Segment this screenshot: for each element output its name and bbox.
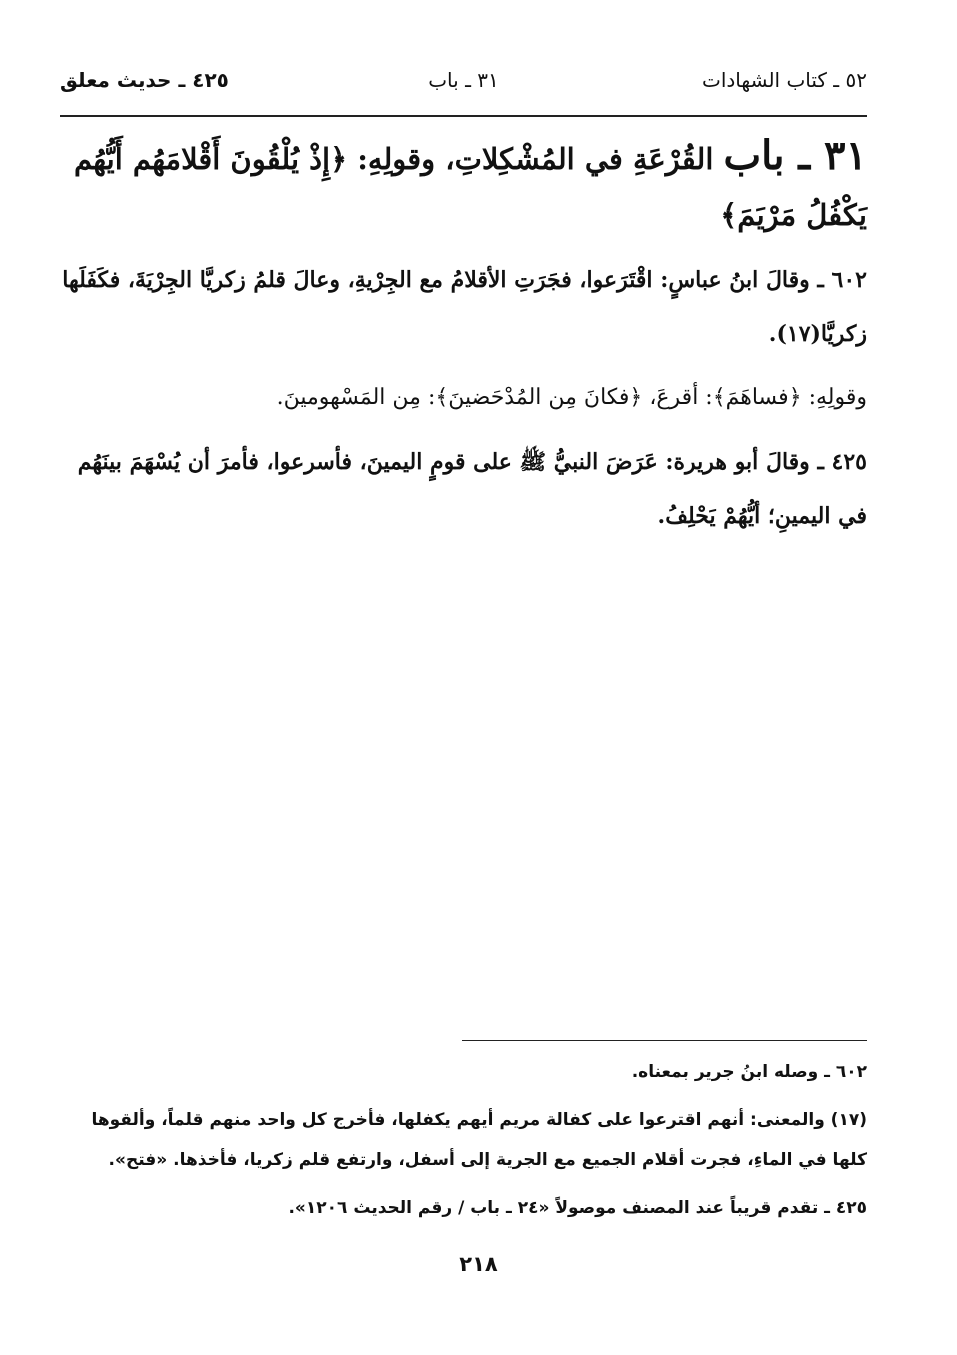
paragraph-quran-gloss: وقولِهِ: ﴿فساهَمَ﴾: أقرعَ، ﴿فكانَ مِن المُدْحَضينَ﴾: مِن المَسْهومينَ.: [276, 385, 867, 410]
header-chapter: ٣١ ـ باب: [428, 68, 499, 92]
footnote-602: ٦٠٢ ـ وصله ابنُ جرير بمعناه.: [631, 1062, 867, 1082]
footnote-17: (١٧) والمعنى: أنهم اقترعوا على كفالة مريم أيهم يكفلها، فأخرج كل واحد منهم قلماً، وألقوها كلها في الماءِ، فجرت أقلام الجميع مع الجرية إلى أسفل، وارتفع قلم زكريا، فأخذها. «فتح».: [91, 1110, 867, 1170]
paragraph-425: ٤٢٥ ـ وقالَ أبو هريرة: عَرَضَ النبيُّ ﷺ على قومٍ اليمينَ، فأسرعوا، فأمرَ أن يُسْهَمَ بينَهُم في اليمينِ؛ أيُّهُمْ يَحْلِفُ.: [77, 449, 867, 529]
paragraph-602: ٦٠٢ ـ وقالَ ابنُ عباسٍ: اقْتَرَعوا، فجَرَتِ الأقلامُ مع الجِرْيةِ، وعالَ قلمُ زكريَّا الجِرْيَةَ، فكَفَلَها زكريَّا(١٧).: [62, 267, 867, 347]
header-hadith-ref: ٤٢٥ ـ حديث معلق: [60, 68, 229, 92]
footnote-425: ٤٢٥ ـ تقدم قريباً عند المصنف موصولاً «٢٤ ـ باب / رقم الحديث ١٢٠٦».: [288, 1198, 867, 1218]
footnotes: [60, 1052, 867, 1236]
page-number: ٢١٨: [459, 1252, 498, 1276]
chapter-heading: [60, 128, 867, 243]
chapter-title: القُرْعَةِ في المُشْكِلاتِ، وقولِهِ: ﴿إِذْ يُلْقُونَ أَقْلامَهُم أَيُّهُم يَكْفُلُ مَرْيَمَ﴾: [74, 142, 867, 232]
footnote-divider: [462, 1040, 867, 1041]
running-header: [60, 62, 867, 102]
chapter-number: ٣١ ـ باب: [723, 132, 867, 179]
header-book-title: ٥٢ ـ كتاب الشهادات: [702, 68, 867, 92]
header-divider: [60, 115, 867, 117]
main-text: [60, 128, 867, 543]
